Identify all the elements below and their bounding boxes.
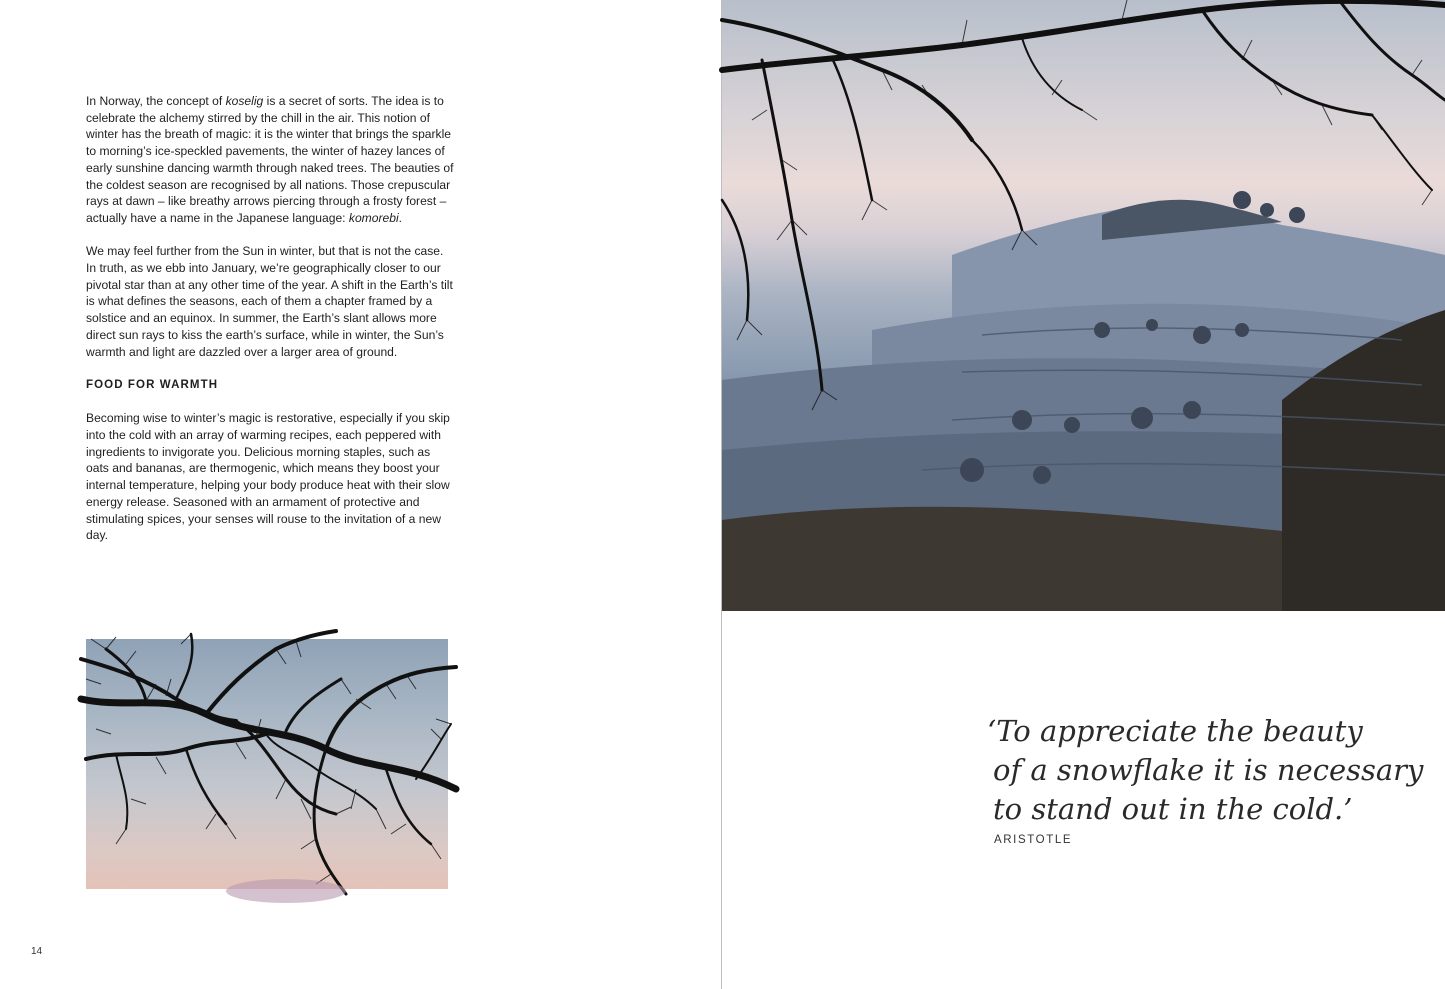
right-page xyxy=(722,0,1445,989)
paragraph-koselig xyxy=(86,93,454,227)
paragraph-sun: We may feel further from the Sun in winter, but that is not the case. In truth, as we ebb into January, we’re geographically closer to our pivotal star than at any other time of the year. A shift in the Earth’s tilt is what defines the seasons, each of them a chapter framed by a solstice and an equinox. In summer, the Earth’s slant allows more direct sun rays to kiss the earth’s surface, while in winter, the Sun’s warmth and light are dazzled over a larger area of ground. xyxy=(86,244,453,359)
text-run: is a secret of sorts. The idea is to celebrate the alchemy stirred by the chill in the air. This notion of winter has the breath of magic: it is the winter that brings the sparkle to morning’s ice-speckled pavements, the winter of hazey lances of early sunshine dancing warmth through naked trees. The beauties of the coldest season are recognised by all nations. Those crepuscular rays at dawn – like breathy arrows piercing through a frosty forest – actually have a name in the Japanese language: xyxy=(86,94,454,225)
text-run: In Norway, the concept of xyxy=(86,94,226,108)
article-body xyxy=(86,93,454,561)
italic-term-komorebi: komorebi xyxy=(348,210,399,225)
pull-quote xyxy=(987,712,1424,829)
bare-branches-photo xyxy=(86,639,448,889)
text-run: . xyxy=(398,210,403,225)
misty-hills-photo xyxy=(722,0,1445,611)
quote-line-2: of a snowflake it is necessary xyxy=(993,753,1424,787)
page-number: 14 xyxy=(31,946,43,957)
landscape-illustration xyxy=(722,0,1445,611)
italic-term-koselig: koselig xyxy=(225,94,264,108)
branches-silhouette xyxy=(86,639,448,889)
paragraph-food: Becoming wise to winter’s magic is restorative, especially if you skip into the cold with an array of warming recipes, each peppered with ingredients to invigorate you. Delicious morning staples, such as oats and bananas, are thermogenic, which means they boost your internal temperature, helping your body produce heat with their slow energy release. Seasoned with an armament of protective and stimulating spices, your senses will rouse to the invitation of a new day. xyxy=(86,411,450,543)
section-heading: FOOD FOR WARMTH xyxy=(86,378,219,391)
quote-line-1: ‘To appreciate the beauty xyxy=(987,714,1363,748)
quote-line-3: to stand out in the cold.’ xyxy=(993,792,1353,826)
quote-attribution: ARISTOTLE xyxy=(994,834,1073,846)
left-page xyxy=(0,0,721,989)
